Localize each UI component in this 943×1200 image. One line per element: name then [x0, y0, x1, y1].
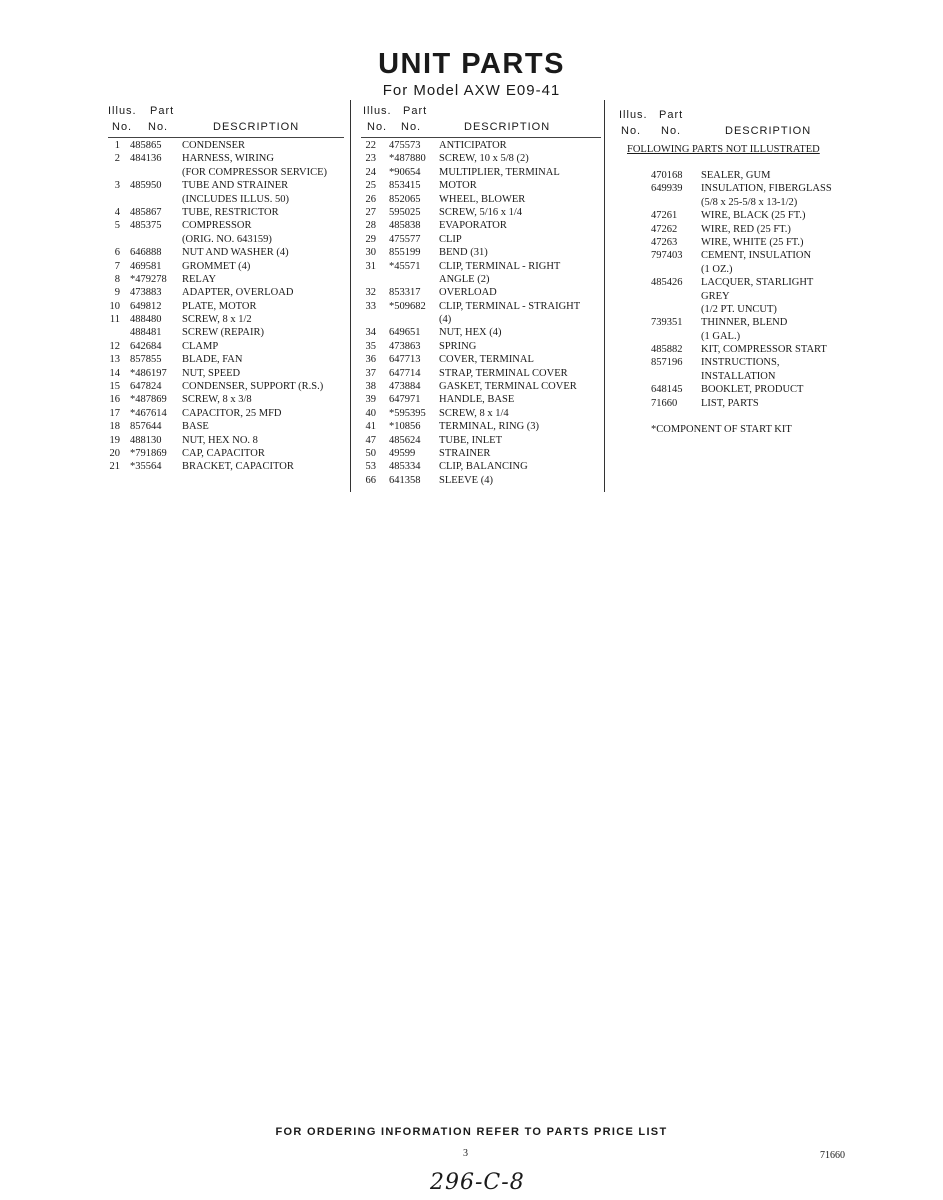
illus-number: 36	[365, 354, 376, 366]
illus-number: 24	[365, 166, 376, 178]
part-row	[617, 169, 853, 182]
part-description: KIT, COMPRESSOR START	[701, 344, 827, 356]
parts-list	[361, 139, 601, 487]
parts-list	[617, 169, 853, 410]
part-description: OVERLOAD	[439, 287, 497, 299]
part-description: CONDENSER	[182, 140, 246, 151]
part-description: WIRE, WHITE (25 FT.)	[701, 236, 804, 248]
part-row	[361, 407, 601, 420]
part-number: 484136	[130, 153, 162, 165]
part-row	[361, 219, 601, 232]
part-row	[361, 353, 601, 366]
part-row	[361, 246, 601, 259]
part-row	[361, 286, 601, 299]
part-description: GREY	[701, 290, 730, 302]
illus-number: 13	[109, 354, 120, 366]
part-description: CLIP, TERMINAL - RIGHT	[439, 260, 561, 272]
handwritten-annotation: 296-C-8	[430, 1170, 525, 1195]
part-description: SEALER, GUM	[701, 170, 771, 181]
part-number: 475573	[389, 140, 421, 151]
illus-number: 15	[109, 381, 120, 393]
part-row	[361, 434, 601, 447]
part-number: *487880	[389, 153, 426, 165]
part-number: 595025	[389, 206, 421, 218]
part-description: BASE	[182, 421, 209, 433]
part-number: 648145	[651, 384, 683, 396]
part-number: 485334	[389, 461, 421, 473]
part-row	[617, 276, 853, 289]
part-description: (1/2 PT. UNCUT)	[701, 303, 777, 315]
part-number: 475577	[389, 233, 421, 245]
part-row	[108, 300, 344, 313]
not-illustrated-heading: FOLLOWING PARTS NOT ILLUSTRATED	[627, 144, 820, 155]
part-description: NUT, SPEED	[182, 367, 241, 379]
part-description: TERMINAL, RING (3)	[439, 421, 540, 433]
illus-number: 21	[109, 461, 120, 473]
part-description: CAPACITOR, 25 MFD	[182, 407, 282, 419]
illus-number: 14	[109, 367, 120, 379]
part-number: 473883	[130, 287, 162, 299]
illus-no-header: No.	[367, 121, 388, 133]
part-number: 857196	[651, 357, 683, 369]
part-number: 857644	[130, 421, 162, 433]
part-number: 488481	[130, 327, 162, 339]
part-number: *487869	[130, 394, 167, 406]
part-number: 642684	[130, 340, 162, 352]
part-number: *45571	[389, 260, 421, 272]
part-number: 47261	[651, 210, 678, 222]
part-number: 71660	[651, 397, 678, 409]
header-rule	[108, 137, 344, 138]
part-row	[617, 356, 853, 369]
illus-number: 10	[109, 300, 120, 312]
illus-number: 47	[365, 434, 376, 446]
illus-number: 17	[109, 407, 120, 419]
part-number: *467614	[130, 407, 167, 419]
part-number: 485865	[130, 140, 162, 151]
part-description: SCREW, 8 x 1/4	[439, 407, 509, 419]
part-description: (ORIG. NO. 643159)	[182, 233, 272, 245]
illus-number: 66	[365, 474, 376, 486]
part-no-header: No.	[661, 125, 682, 137]
part-description: STRAP, TERMINAL COVER	[439, 367, 568, 379]
part-description: HANDLE, BASE	[439, 394, 515, 406]
part-row	[361, 179, 601, 192]
part-header-top: Part	[659, 109, 684, 121]
part-number: 47262	[651, 223, 678, 235]
part-description: CONDENSER, SUPPORT (R.S.)	[182, 381, 324, 393]
part-row	[361, 340, 601, 353]
parts-column-2	[361, 103, 601, 487]
part-row	[108, 460, 344, 473]
part-number: 470168	[651, 170, 683, 181]
part-row	[617, 383, 853, 396]
part-row	[617, 249, 853, 262]
part-description: TUBE, INLET	[439, 434, 502, 446]
part-description: ANTICIPATOR	[439, 140, 507, 151]
part-row	[361, 233, 601, 246]
part-row	[617, 330, 853, 343]
illus-number: 6	[114, 247, 120, 259]
part-description: INSTRUCTIONS,	[701, 357, 780, 369]
part-description: GROMMET (4)	[182, 260, 251, 272]
illus-number: 23	[365, 153, 376, 165]
part-description: PLATE, MOTOR	[182, 300, 257, 312]
part-description: LACQUER, STARLIGHT	[701, 277, 814, 289]
part-row	[108, 206, 344, 219]
part-row	[361, 139, 601, 152]
page-title: UNIT PARTS	[378, 48, 565, 80]
part-number: 485426	[651, 277, 683, 289]
part-description: SLEEVE (4)	[439, 474, 493, 486]
part-number: *595395	[389, 407, 426, 419]
part-description: HARNESS, WIRING	[182, 153, 274, 165]
part-row	[108, 326, 344, 339]
part-description: STRAINER	[439, 447, 491, 459]
illus-no-header: No.	[621, 125, 642, 137]
part-description: SPRING	[439, 340, 477, 352]
part-row	[108, 246, 344, 259]
part-number: 49599	[389, 447, 416, 459]
part-number: 47263	[651, 236, 678, 248]
column-header	[361, 103, 601, 137]
part-number: *90654	[389, 166, 421, 178]
parts-list	[108, 139, 344, 474]
part-number: 647824	[130, 381, 162, 393]
part-description: CLAMP	[182, 340, 219, 352]
illus-number: 41	[365, 421, 376, 433]
illus-number: 40	[365, 407, 376, 419]
illus-number: 30	[365, 247, 376, 259]
part-description: (4)	[439, 314, 452, 326]
part-description: SCREW, 10 x 5/8 (2)	[439, 153, 529, 165]
part-number: 647713	[389, 354, 421, 366]
part-number: 647714	[389, 367, 421, 379]
part-description: CLIP	[439, 233, 462, 245]
part-description: ADAPTER, OVERLOAD	[182, 287, 294, 299]
illus-header-top: Illus.	[108, 105, 137, 117]
part-row	[108, 434, 344, 447]
part-number: 649939	[651, 183, 683, 195]
part-description: (1 GAL.)	[701, 330, 741, 342]
part-row	[617, 263, 853, 276]
illus-number: 32	[365, 287, 376, 299]
illus-number: 9	[114, 287, 120, 299]
part-row	[108, 233, 344, 246]
part-number: 852065	[389, 193, 421, 205]
part-no-header: No.	[401, 121, 422, 133]
part-description: SCREW, 8 x 1/2	[182, 314, 252, 326]
model-subtitle: For Model AXW E09-41	[382, 82, 561, 99]
part-number: 649812	[130, 300, 162, 312]
part-number: 853317	[389, 287, 421, 299]
illus-number: 18	[109, 421, 120, 433]
part-row	[108, 420, 344, 433]
part-description: TUBE AND STRAINER	[182, 180, 289, 192]
part-description: CLIP, BALANCING	[439, 461, 528, 473]
part-number: 649651	[389, 327, 421, 339]
part-number: *791869	[130, 447, 167, 459]
start-kit-note: *COMPONENT OF START KIT	[651, 424, 792, 436]
illus-number: 34	[365, 327, 376, 339]
illus-number: 38	[365, 381, 376, 393]
part-row	[108, 219, 344, 232]
part-row	[617, 209, 853, 222]
part-description: (5/8 x 25-5/8 x 13-1/2)	[701, 196, 798, 208]
part-number: 485882	[651, 344, 683, 356]
part-description: WIRE, BLACK (25 FT.)	[701, 210, 806, 222]
part-description: GASKET, TERMINAL COVER	[439, 381, 577, 393]
part-description: SCREW, 8 x 3/8	[182, 394, 252, 406]
part-number: 485375	[130, 220, 162, 232]
part-row	[108, 393, 344, 406]
part-number: 647971	[389, 394, 421, 406]
description-header: DESCRIPTION	[725, 125, 812, 137]
part-description: INSTALLATION	[701, 370, 776, 382]
part-row	[108, 313, 344, 326]
part-row	[108, 340, 344, 353]
part-number: 469581	[130, 260, 162, 272]
part-row	[617, 290, 853, 303]
part-row	[108, 139, 344, 152]
illus-number: 3	[114, 180, 120, 192]
part-description: (FOR COMPRESSOR SERVICE)	[182, 166, 328, 178]
document-number: 71660	[820, 1150, 845, 1161]
part-number: 641358	[389, 474, 421, 486]
illus-number: 22	[365, 140, 376, 151]
part-row	[108, 193, 344, 206]
part-row	[361, 193, 601, 206]
illus-number: 19	[109, 434, 120, 446]
part-row	[361, 380, 601, 393]
ordering-footer: FOR ORDERING INFORMATION REFER TO PARTS PRICE LIST	[275, 1126, 668, 1138]
part-row	[361, 326, 601, 339]
illus-number: 5	[114, 220, 120, 232]
illus-number: 11	[109, 314, 120, 326]
part-description: INSULATION, FIBERGLASS	[701, 183, 832, 195]
part-description: TUBE, RESTRICTOR	[182, 206, 279, 218]
part-description: CLIP, TERMINAL - STRAIGHT	[439, 300, 581, 312]
part-row	[361, 166, 601, 179]
part-row	[108, 407, 344, 420]
part-header-top: Part	[150, 105, 175, 117]
illus-number: 27	[365, 206, 376, 218]
column-header	[617, 103, 853, 137]
part-row	[361, 273, 601, 286]
part-description: ANGLE (2)	[439, 273, 490, 285]
part-row	[617, 182, 853, 195]
part-number: 485867	[130, 206, 162, 218]
part-header-top: Part	[403, 105, 428, 117]
part-description: BLADE, FAN	[182, 354, 243, 366]
part-row	[108, 286, 344, 299]
illus-number: 50	[365, 447, 376, 459]
part-row	[361, 474, 601, 487]
illus-number: 7	[114, 260, 120, 272]
part-description: NUT, HEX NO. 8	[182, 434, 258, 446]
part-description: COMPRESSOR	[182, 220, 252, 232]
illus-number: 53	[365, 461, 376, 473]
part-description: SCREW, 5/16 x 1/4	[439, 206, 523, 218]
illus-header-top: Illus.	[363, 105, 392, 117]
part-description: COVER, TERMINAL	[439, 354, 534, 366]
part-row	[617, 303, 853, 316]
part-number: 488480	[130, 314, 162, 326]
part-row	[108, 166, 344, 179]
column-divider	[350, 100, 351, 492]
parts-column-1	[108, 103, 344, 474]
description-header: DESCRIPTION	[464, 121, 551, 133]
part-row	[617, 196, 853, 209]
part-row	[617, 223, 853, 236]
illus-number: 31	[365, 260, 376, 272]
illus-number: 33	[365, 300, 376, 312]
part-number: *35564	[130, 461, 162, 473]
illus-number: 2	[114, 153, 120, 165]
part-description: LIST, PARTS	[701, 397, 759, 409]
part-description: SCREW (REPAIR)	[182, 327, 264, 339]
part-row	[617, 236, 853, 249]
part-number: 485950	[130, 180, 162, 192]
part-description: (INCLUDES ILLUS. 50)	[182, 193, 290, 205]
part-row	[108, 447, 344, 460]
part-description: WIRE, RED (25 FT.)	[701, 223, 791, 235]
part-description: BEND (31)	[439, 247, 488, 259]
part-number: 473863	[389, 340, 421, 352]
part-number: 646888	[130, 247, 162, 259]
part-description: NUT, HEX (4)	[439, 327, 502, 339]
part-row	[617, 397, 853, 410]
part-row	[361, 420, 601, 433]
illus-number: 1	[114, 140, 120, 151]
header-rule	[361, 137, 601, 138]
part-row	[617, 343, 853, 356]
part-number: 855199	[389, 247, 421, 259]
page-number: 3	[463, 1148, 468, 1159]
part-number: *509682	[389, 300, 426, 312]
parts-column-3	[617, 103, 853, 435]
part-row	[108, 380, 344, 393]
part-number: 853415	[389, 180, 421, 192]
column-header	[108, 103, 344, 137]
part-description: (1 OZ.)	[701, 263, 733, 275]
illus-number: 35	[365, 340, 376, 352]
part-row	[361, 206, 601, 219]
part-description: BOOKLET, PRODUCT	[701, 384, 804, 396]
part-row	[108, 260, 344, 273]
part-row	[108, 273, 344, 286]
part-description: BRACKET, CAPACITOR	[182, 461, 294, 473]
part-row	[617, 370, 853, 383]
part-row	[361, 447, 601, 460]
illus-number: 4	[114, 206, 120, 218]
part-no-header: No.	[148, 121, 169, 133]
part-description: CEMENT, INSULATION	[701, 250, 812, 262]
part-row	[361, 152, 601, 165]
part-number: *479278	[130, 273, 167, 285]
illus-number: 28	[365, 220, 376, 232]
part-description: CAP, CAPACITOR	[182, 447, 265, 459]
part-description: MULTIPLIER, TERMINAL	[439, 166, 560, 178]
illus-number: 20	[109, 447, 120, 459]
part-row	[361, 300, 601, 313]
illus-no-header: No.	[112, 121, 133, 133]
part-row	[108, 152, 344, 165]
part-row	[108, 353, 344, 366]
part-row	[361, 460, 601, 473]
part-number: 488130	[130, 434, 162, 446]
column-divider	[604, 100, 605, 492]
illus-number: 25	[365, 180, 376, 192]
part-description: MOTOR	[439, 180, 477, 192]
part-number: 485624	[389, 434, 421, 446]
illus-header-top: Illus.	[619, 109, 648, 121]
illus-number: 39	[365, 394, 376, 406]
illus-number: 16	[109, 394, 120, 406]
part-number: *10856	[389, 421, 421, 433]
part-row	[361, 313, 601, 326]
part-row	[361, 393, 601, 406]
part-row	[361, 367, 601, 380]
part-description: WHEEL, BLOWER	[439, 193, 526, 205]
illus-number: 37	[365, 367, 376, 379]
part-row	[108, 367, 344, 380]
part-number: 857855	[130, 354, 162, 366]
part-description: THINNER, BLEND	[701, 317, 788, 329]
part-description: EVAPORATOR	[439, 220, 507, 232]
part-description: NUT AND WASHER (4)	[182, 247, 289, 259]
part-description: RELAY	[182, 273, 217, 285]
part-number: 485838	[389, 220, 421, 232]
illus-number: 26	[365, 193, 376, 205]
description-header: DESCRIPTION	[213, 121, 300, 133]
part-row	[617, 316, 853, 329]
illus-number: 8	[114, 273, 120, 285]
part-number: 797403	[651, 250, 683, 262]
part-number: *486197	[130, 367, 167, 379]
illus-number: 12	[109, 340, 120, 352]
part-number: 473884	[389, 381, 421, 393]
illus-number: 29	[365, 233, 376, 245]
part-number: 739351	[651, 317, 683, 329]
part-row	[108, 179, 344, 192]
part-row	[361, 260, 601, 273]
